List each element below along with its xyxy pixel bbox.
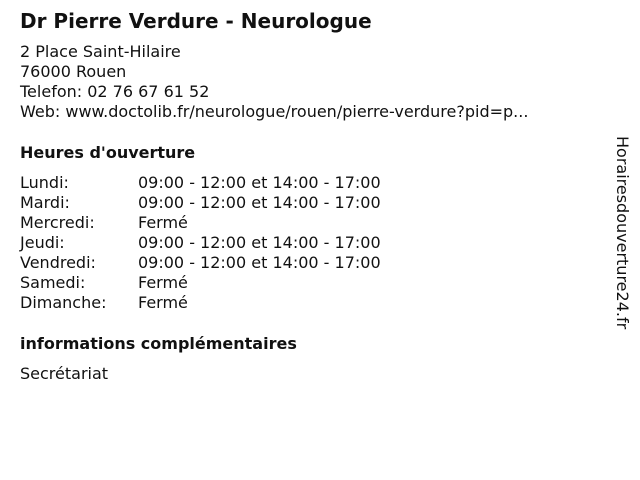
hours-row-saturday [20,273,600,293]
hours-day: Mercredi: [20,213,95,232]
hours-value: 09:00 - 12:00 et 14:00 - 17:00 [138,233,381,252]
hours-day: Samedi: [20,273,86,292]
website-link[interactable]: Web: www.doctolib.fr/neurologue/rouen/pierre-verdure?pid=p... [20,102,529,121]
hours-day: Jeudi: [20,233,65,252]
phone-number: Telefon: 02 76 67 61 52 [20,82,210,101]
hours-row-tuesday [20,193,600,213]
hours-value: 09:00 - 12:00 et 14:00 - 17:00 [138,253,381,272]
hours-heading: Heures d'ouverture [20,143,196,162]
hours-row-thursday [20,233,600,253]
hours-value: 09:00 - 12:00 et 14:00 - 17:00 [138,193,381,212]
hours-day: Vendredi: [20,253,96,272]
info-text: Secrétariat [20,364,109,383]
hours-value: Fermé [138,293,188,312]
hours-day: Lundi: [20,173,69,192]
hours-row-wednesday [20,213,600,233]
info-heading: informations complémentaires [20,334,297,353]
hours-row-sunday [20,293,600,313]
hours-row-monday [20,173,600,193]
street-address: 2 Place Saint-Hilaire [20,42,181,61]
opening-hours-table [20,173,600,313]
hours-day: Dimanche: [20,293,107,312]
address-block [20,42,600,122]
hours-day: Mardi: [20,193,70,212]
business-listing [20,8,600,384]
page-title: Dr Pierre Verdure - Neurologue [20,9,372,33]
hours-value: 09:00 - 12:00 et 14:00 - 17:00 [138,173,381,192]
hours-value: Fermé [138,273,188,292]
city-postal: 76000 Rouen [20,62,127,81]
hours-row-friday [20,253,600,273]
hours-value: Fermé [138,213,188,232]
site-watermark: Horairesdouverture24.fr [613,136,632,330]
